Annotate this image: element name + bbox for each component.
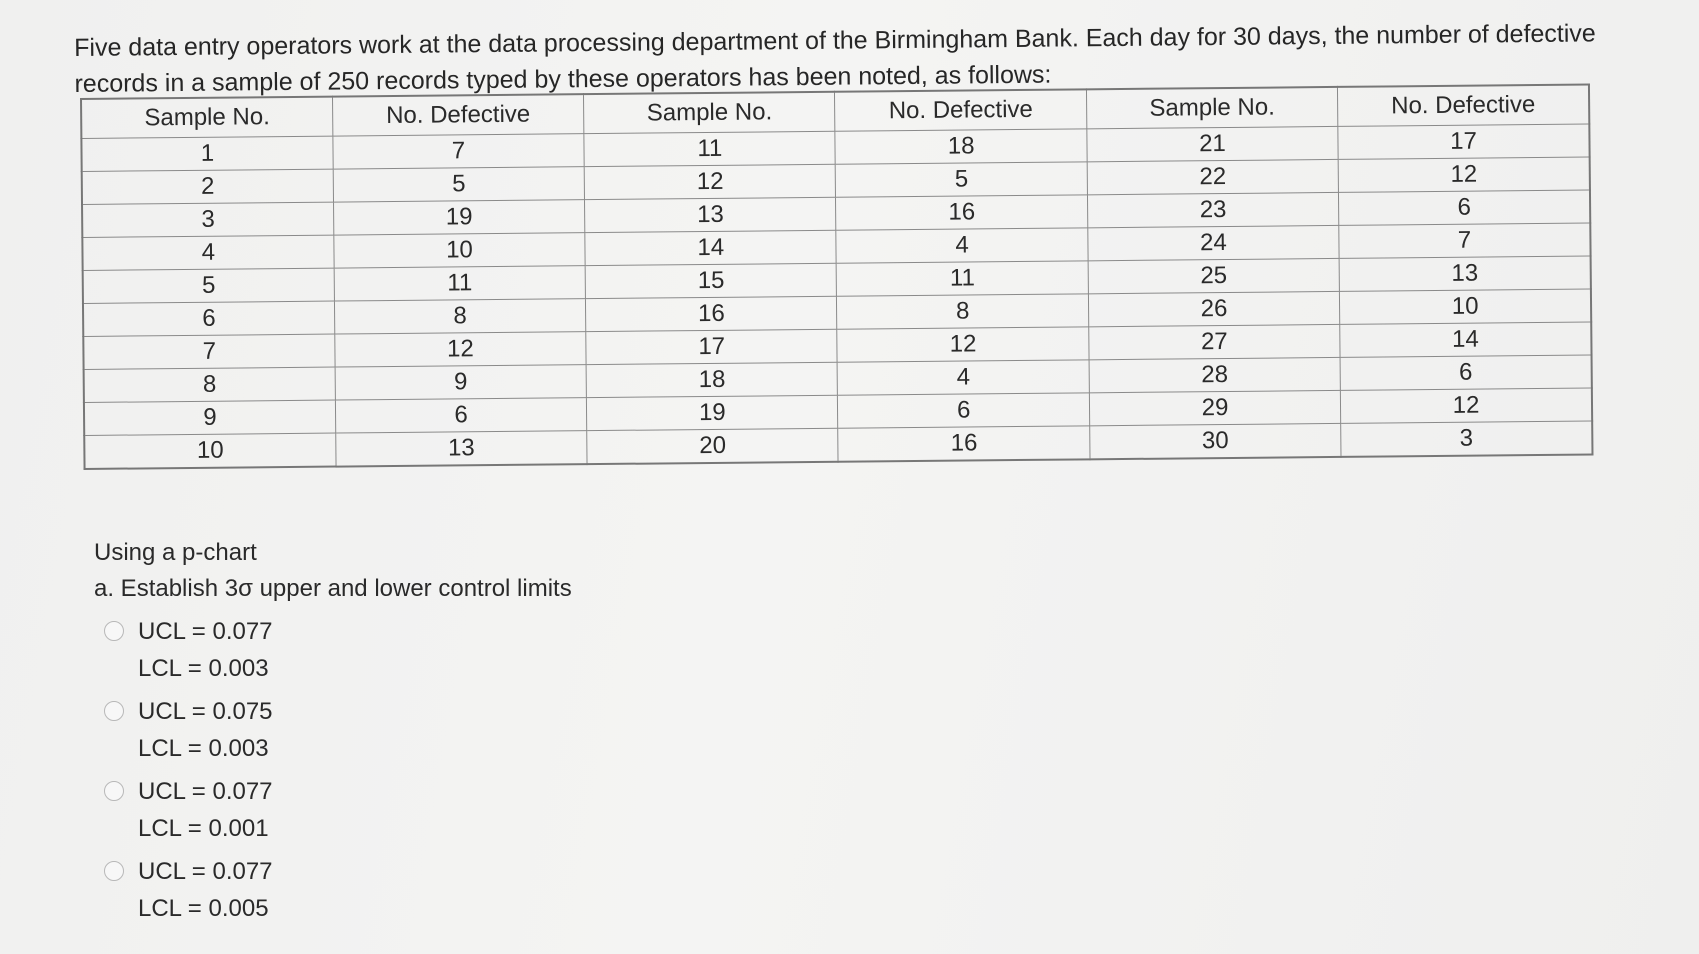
option-lcl-text: LCL = 0.001 xyxy=(138,815,269,842)
table-cell: 28 xyxy=(1089,357,1341,392)
table-cell: 10 xyxy=(334,233,586,268)
table-cell: 19 xyxy=(333,200,585,235)
table-cell: 13 xyxy=(336,431,588,467)
question-prompt: Using a p-chart xyxy=(94,539,257,566)
answer-option-2[interactable] xyxy=(94,693,572,767)
option-lcl-text: LCL = 0.003 xyxy=(138,735,269,762)
table-cell: 12 xyxy=(1338,157,1590,192)
table-cell: 2 xyxy=(82,169,334,204)
table-cell: 16 xyxy=(836,195,1088,230)
header-sample-no-2: Sample No. xyxy=(584,92,836,134)
table-cell: 26 xyxy=(1088,291,1340,326)
table-cell: 17 xyxy=(586,329,838,364)
table-cell: 11 xyxy=(584,131,836,166)
table-cell: 27 xyxy=(1089,324,1341,359)
answer-option-4[interactable] xyxy=(94,853,572,927)
table-cell: 1 xyxy=(81,136,333,171)
table-cell: 6 xyxy=(1339,190,1591,225)
table-cell: 5 xyxy=(333,167,585,202)
table-cell: 4 xyxy=(836,228,1088,263)
problem-statement-line-2: records in a sample of 250 records typed by these operators has been noted, as follows: xyxy=(74,60,1052,98)
question-part-a: a. Establish 3σ upper and lower control limits xyxy=(94,575,572,602)
question-block xyxy=(94,535,572,927)
table-cell: 5 xyxy=(83,268,335,303)
option-ucl-text: UCL = 0.077 xyxy=(138,618,273,645)
table-cell: 9 xyxy=(84,400,336,435)
table-cell: 14 xyxy=(585,230,837,265)
table-cell: 30 xyxy=(1090,423,1342,459)
table-cell: 8 xyxy=(84,367,336,402)
table-cell: 23 xyxy=(1087,192,1339,227)
table-cell: 13 xyxy=(585,197,837,232)
table-cell: 13 xyxy=(1339,256,1591,291)
header-sample-no-1: Sample No. xyxy=(81,97,333,139)
table-cell: 25 xyxy=(1088,258,1340,293)
table-cell: 22 xyxy=(1087,159,1339,194)
table-cell: 11 xyxy=(837,261,1089,296)
table-cell: 29 xyxy=(1089,390,1341,425)
table-cell: 6 xyxy=(335,398,587,433)
table-cell: 12 xyxy=(1341,388,1593,423)
table-cell: 20 xyxy=(587,428,839,464)
table-cell: 16 xyxy=(838,426,1090,462)
table-cell: 9 xyxy=(335,365,587,400)
table-cell: 14 xyxy=(1340,322,1592,357)
table-cell: 8 xyxy=(837,294,1089,329)
table-cell: 7 xyxy=(333,134,585,169)
option-ucl-text: UCL = 0.075 xyxy=(138,698,273,725)
table-cell: 18 xyxy=(835,129,1087,164)
table-cell: 10 xyxy=(1340,289,1592,324)
table-cell: 5 xyxy=(836,162,1088,197)
table-cell: 4 xyxy=(82,235,334,270)
table-cell: 10 xyxy=(84,433,336,469)
radio-button-4[interactable] xyxy=(104,861,124,881)
table-cell: 19 xyxy=(587,395,839,430)
answer-option-1[interactable] xyxy=(94,613,572,687)
table-cell: 12 xyxy=(584,164,836,199)
table-cell: 8 xyxy=(334,299,586,334)
table-cell: 7 xyxy=(83,334,335,369)
table-cell: 4 xyxy=(838,360,1090,395)
option-ucl-text: UCL = 0.077 xyxy=(138,858,273,885)
header-no-defective-1: No. Defective xyxy=(332,94,584,136)
radio-button-1[interactable] xyxy=(104,621,124,641)
table-cell: 12 xyxy=(335,332,587,367)
table-cell: 3 xyxy=(1341,421,1593,457)
option-lcl-text: LCL = 0.003 xyxy=(138,655,269,682)
problem-statement-line-1: Five data entry operators work at the data processing department of the Birmingham Bank. Each day for 30 days, the number of defective xyxy=(74,19,1596,62)
table-cell: 11 xyxy=(334,266,586,301)
table-cell: 3 xyxy=(82,202,334,237)
table-cell: 6 xyxy=(1340,355,1592,390)
defects-table-container xyxy=(80,84,1594,470)
table-cell: 21 xyxy=(1087,126,1339,161)
header-no-defective-2: No. Defective xyxy=(835,89,1087,131)
table-cell: 24 xyxy=(1088,225,1340,260)
radio-button-2[interactable] xyxy=(104,701,124,721)
option-ucl-text: UCL = 0.077 xyxy=(138,778,273,805)
header-sample-no-3: Sample No. xyxy=(1086,87,1338,129)
option-lcl-text: LCL = 0.005 xyxy=(138,895,269,922)
table-cell: 16 xyxy=(586,296,838,331)
table-cell: 6 xyxy=(838,393,1090,428)
table-cell: 18 xyxy=(586,362,838,397)
table-cell: 17 xyxy=(1338,124,1590,159)
answer-option-3[interactable] xyxy=(94,773,572,847)
defects-table xyxy=(80,84,1594,470)
table-cell: 12 xyxy=(837,327,1089,362)
table-cell: 7 xyxy=(1339,223,1591,258)
table-cell: 6 xyxy=(83,301,335,336)
header-no-defective-3: No. Defective xyxy=(1338,85,1590,127)
radio-button-3[interactable] xyxy=(104,781,124,801)
table-cell: 15 xyxy=(585,263,837,298)
